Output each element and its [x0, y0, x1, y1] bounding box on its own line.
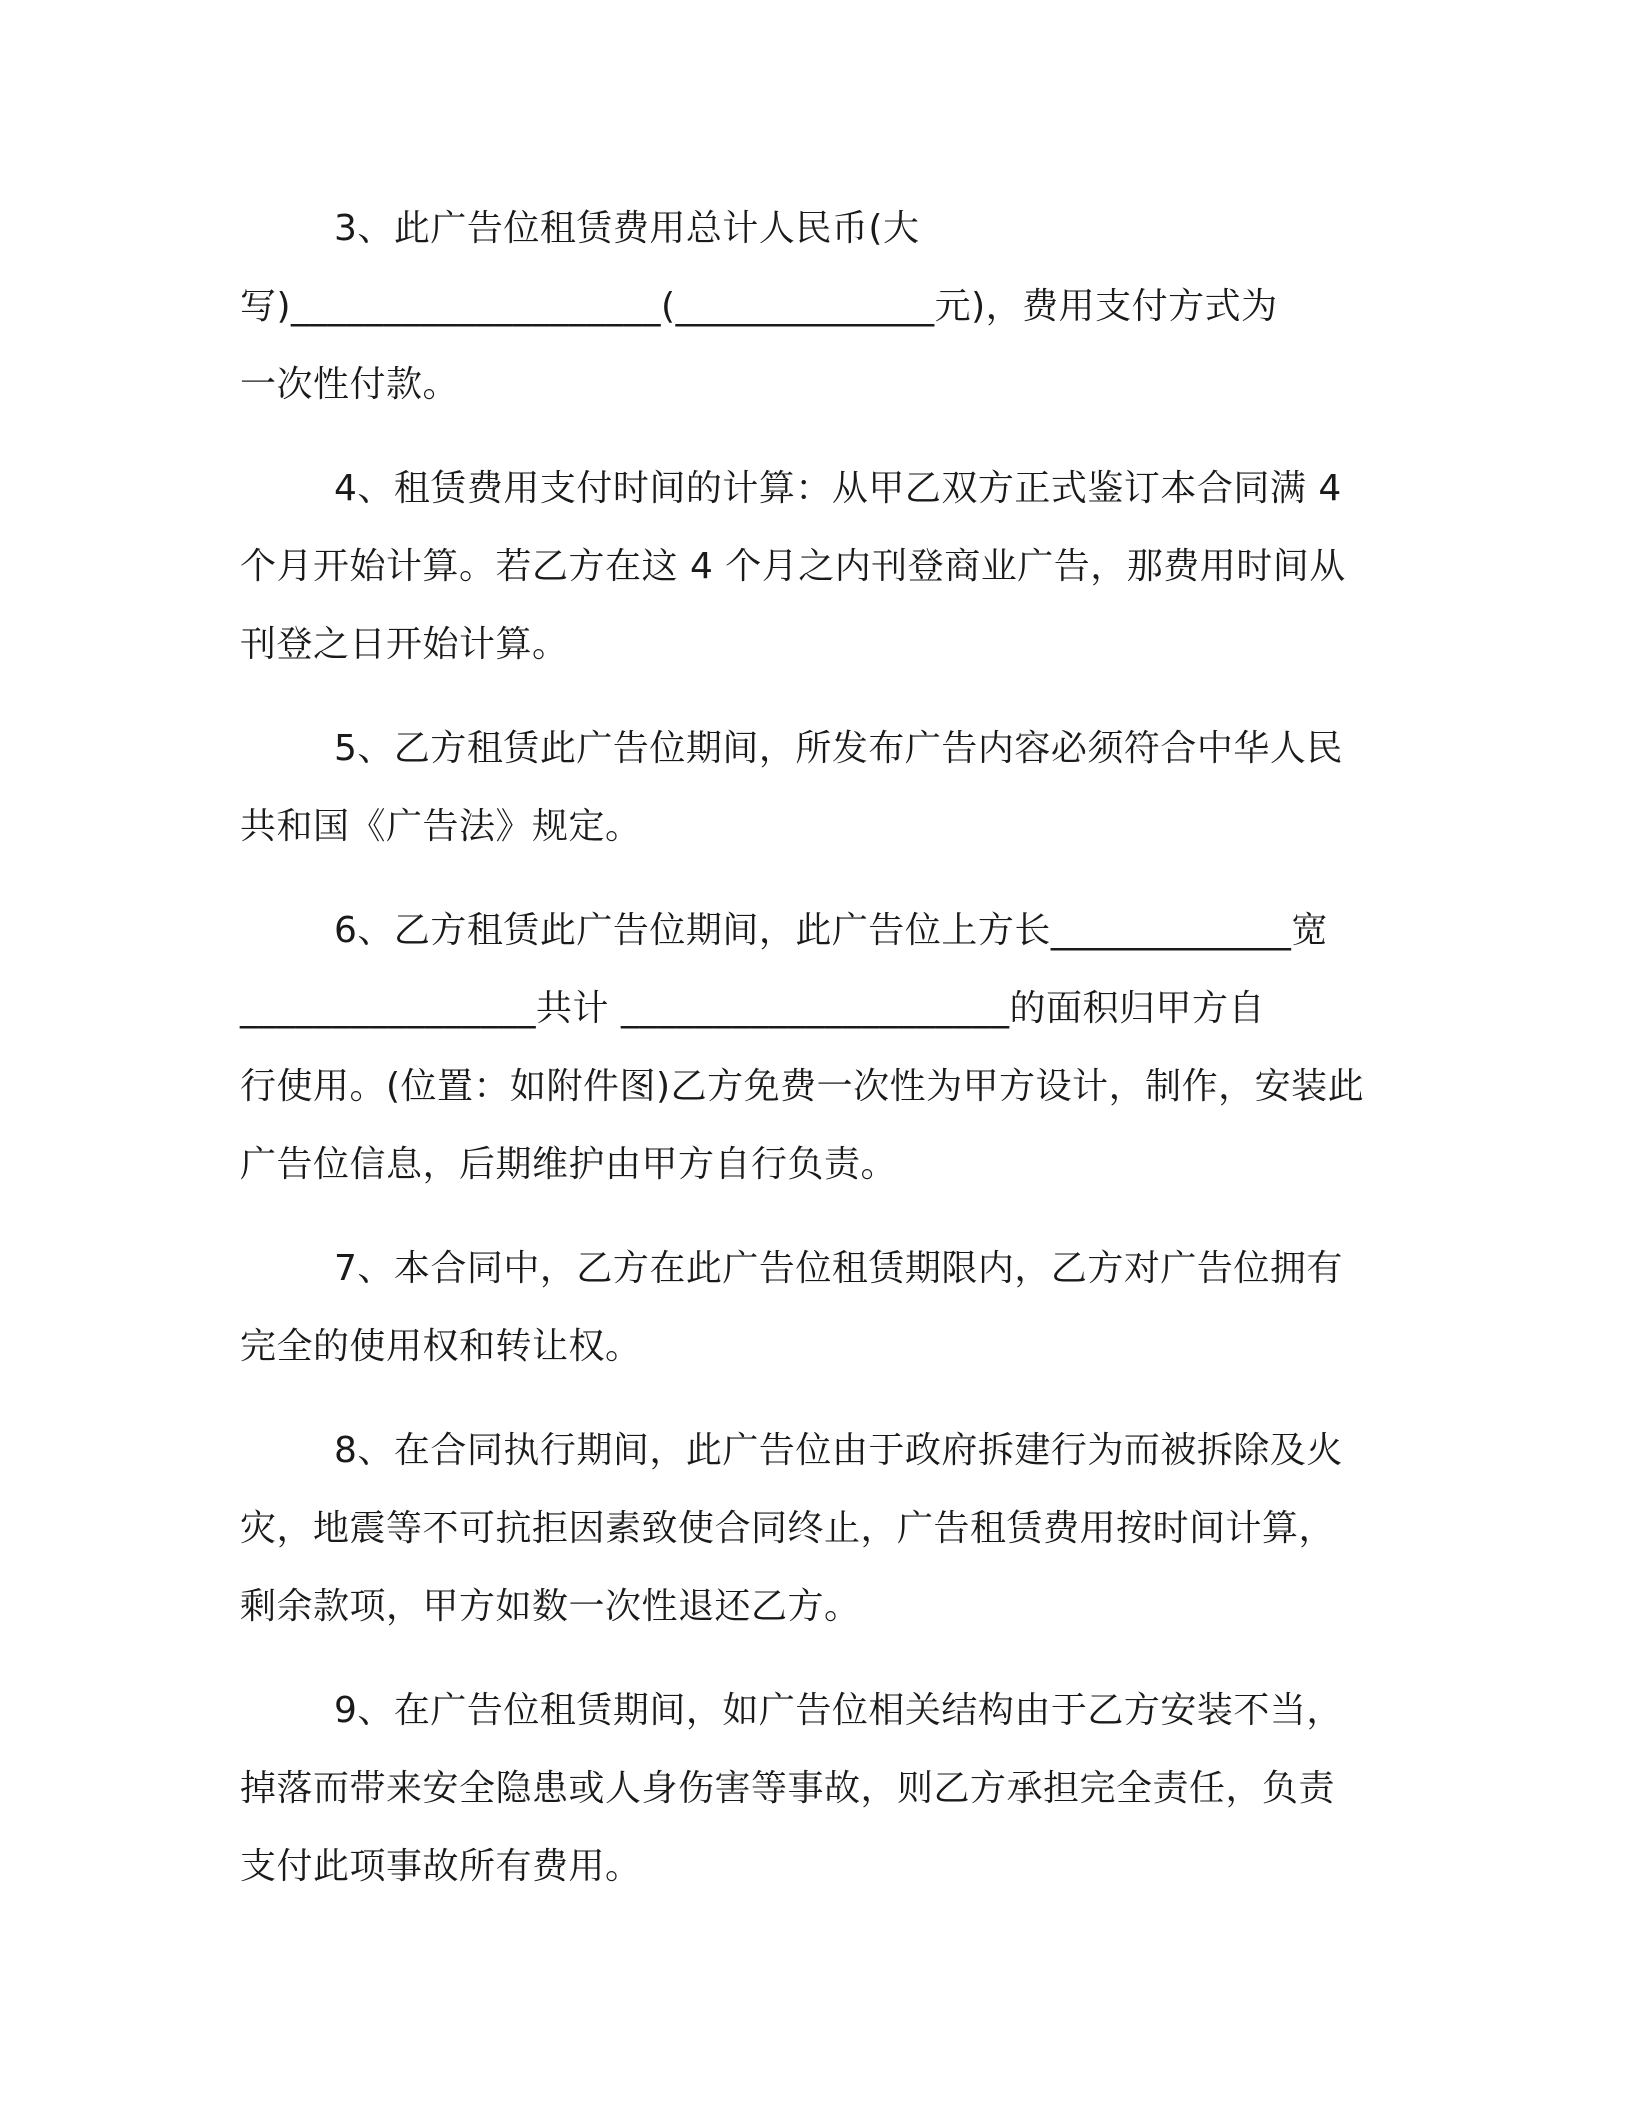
paragraph-line: 写)____________________(______________元)，费用支付方式为 — [240, 286, 1278, 327]
paragraph-line: 共和国《广告法》规定。 — [240, 806, 642, 847]
paragraph-line: 灾，地震等不可抗拒因素致使合同终止，广告租赁费用按时间计算， — [240, 1508, 1336, 1549]
clause-6-paragraph — [240, 892, 1400, 1204]
clause-7-paragraph — [240, 1230, 1400, 1386]
clause-4-paragraph — [240, 450, 1400, 684]
clause-3-paragraph — [240, 190, 1400, 424]
clause-9-paragraph — [240, 1672, 1400, 1906]
paragraph-line: 完全的使用权和转让权。 — [240, 1326, 642, 1367]
paragraph-line: 6、乙方租赁此广告位期间，此广告位上方长_____________宽 — [334, 910, 1328, 951]
paragraph-line: 9、在广告位租赁期间，如广告位相关结构由于乙方安装不当， — [334, 1690, 1343, 1731]
paragraph-line: 掉落而带来安全隐患或人身伤害等事故，则乙方承担完全责任，负责 — [240, 1768, 1336, 1809]
paragraph-line: 个月开始计算。若乙方在这 4 个月之内刊登商业广告，那费用时间从 — [240, 546, 1346, 587]
paragraph-line: 支付此项事故所有费用。 — [240, 1846, 642, 1887]
paragraph-line: 剩余款项，甲方如数一次性退还乙方。 — [240, 1586, 861, 1627]
clause-5-paragraph — [240, 710, 1400, 866]
paragraph-line: ________________共计 _____________________的面积归甲方自 — [240, 988, 1265, 1029]
paragraph-line: 一次性付款。 — [240, 364, 460, 405]
paragraph-line: 7、本合同中，乙方在此广告位租赁期限内，乙方对广告位拥有 — [334, 1248, 1343, 1289]
paragraph-line: 行使用。(位置：如附件图)乙方免费一次性为甲方设计，制作，安装此 — [240, 1066, 1365, 1107]
document-body — [240, 190, 1400, 1932]
clause-8-paragraph — [240, 1412, 1400, 1646]
paragraph-line: 4、租赁费用支付时间的计算：从甲乙双方正式鉴订本合同满 4 — [334, 468, 1342, 509]
paragraph-line: 5、乙方租赁此广告位期间，所发布广告内容必须符合中华人民 — [334, 728, 1343, 769]
paragraph-line: 广告位信息，后期维护由甲方自行负责。 — [240, 1144, 898, 1185]
paragraph-line: 3、此广告位租赁费用总计人民币(大 — [334, 208, 920, 249]
paragraph-line: 8、在合同执行期间，此广告位由于政府拆建行为而被拆除及火 — [334, 1430, 1343, 1471]
paragraph-line: 刊登之日开始计算。 — [240, 624, 569, 665]
